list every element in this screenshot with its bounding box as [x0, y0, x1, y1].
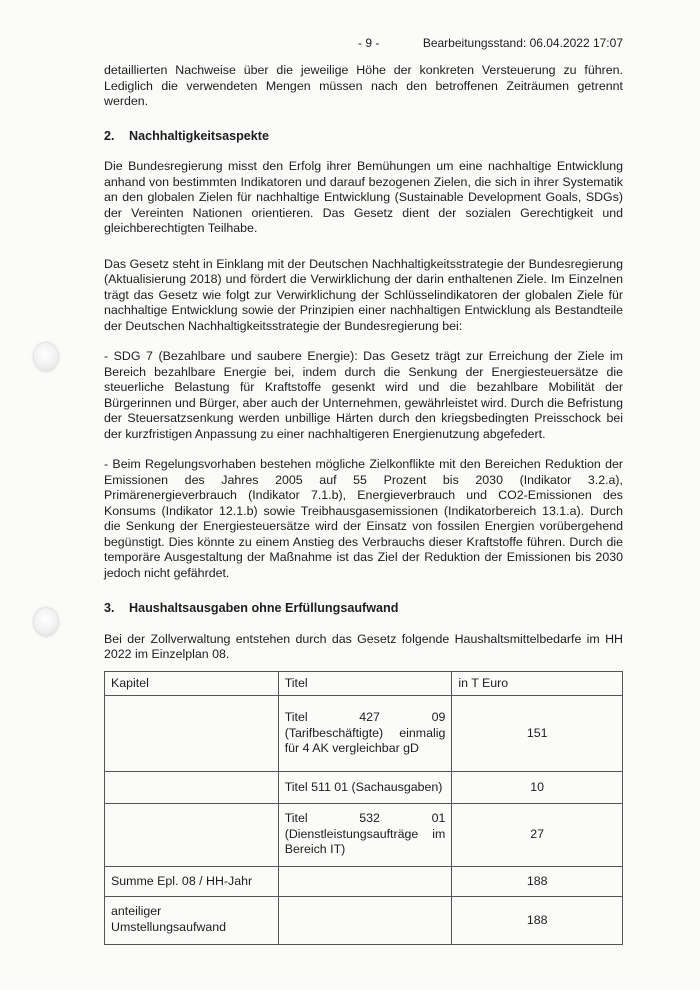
table-cell-titel: Titel 427 09 (Tarifbeschäftigte) einmalig für 4 AK vergleichbar gD	[278, 696, 452, 772]
table-cell-kapitel	[105, 804, 279, 867]
table-cell-kapitel	[105, 696, 279, 772]
table-cell-titel: Titel 511 01 (Sachausgaben)	[278, 771, 452, 804]
table-row	[105, 771, 623, 804]
table-cell-titel: Titel 532 01 (Dienstleistungsaufträge im Bereich IT)	[278, 804, 452, 867]
section-title: Nachhaltigkeitsaspekte	[129, 128, 269, 143]
table-header-cell: Kapitel	[105, 671, 279, 696]
table-header-cell: Titel	[278, 671, 452, 696]
paragraph: Bei der Zollverwaltung entstehen durch das Gesetz folgende Haushaltsmittelbedarfe im HH 2022 im Einzelplan 08.	[104, 631, 623, 661]
page-header	[103, 36, 623, 52]
page-number: - 9 -	[358, 36, 380, 50]
table-cell-amount: 151	[452, 696, 623, 772]
table-row	[105, 696, 623, 772]
paragraph: - SDG 7 (Bezahlbare und saubere Energie): Das Gesetz trägt zur Erreichung der Ziele im Bereich bezahlbare Energie bei, indem durch die Senkung der Energiesteuersätze die steuerliche Belastung für Kraftstoffe gesenkt wird und die bezahlbare Mobilität der Bürgerinnen und Bürger, aber auch der Unternehmen, gewährleistet wird. Durch die Befristung der Steuersatzsenkung werden unbillige Härten durch den kriegsbedingten Preisschock bei der kurzfristigen Anpassung zu einer nachhaltigeren Energienutzung abgefedert.	[104, 349, 623, 441]
table-row	[105, 804, 623, 867]
table-cell-amount: 188	[452, 866, 623, 897]
section-number: 3.	[104, 601, 115, 615]
paragraph: - Beim Regelungsvorhaben bestehen mögliche Zielkonflikte mit den Bereichen Reduktion der Emissionen des Jahres 2005 auf 55 Prozent bis 2030 (Indikator 3.2.a), Primärenergieverbrauch (Indikator 7.1.b), Energieverbrauch und CO2-Emissionen des Konsums (Indikator 12.1.b) sowie Treibhausgasemissionen (Indikatorbereich 13.1.a). Durch die Senkung der Energiesteuersätze wird der Einsatz von fossilen Energien vorübergehend begünstigt. Dies könnte zu einem Anstieg des Verbrauchs dieser Kraftstoffe führen. Durch die temporäre Ausgestaltung der Maßnahme ist das Ziel der Reduktion der Emissionen bis 2030 jedoch nicht gefährdet.	[104, 457, 623, 580]
section-heading-3	[104, 601, 623, 617]
budget-table	[104, 671, 623, 946]
table-header-cell: in T Euro	[452, 671, 623, 696]
table-cell-titel	[278, 866, 452, 897]
punch-hole-mark	[34, 343, 58, 371]
table-header-row	[105, 671, 623, 696]
revision-timestamp: Bearbeitungsstand: 06.04.2022 17:07	[422, 36, 623, 50]
punch-hole-mark	[34, 608, 58, 636]
section-number: 2.	[104, 128, 115, 143]
paragraph: Die Bundesregierung misst den Erfolg ihrer Bemühungen um eine nachhaltige Entwicklung anhand von bestimmten Indikatoren und darauf bezogenen Zielen, die sich in ihrer Systematik an den globalen Zielen für nachhaltige Entwicklung (Sustainable Development Goals, SDGs) der Vereinten Nationen orientieren. Das Gesetz dient der sozialen Gerechtigkeit und gleichberechtigten Teilhabe.	[104, 159, 623, 235]
section-heading-2	[104, 129, 623, 145]
section-title: Haushaltsausgaben ohne Erfüllungsaufwand	[129, 601, 399, 615]
table-cell-amount: 27	[452, 804, 623, 867]
page-content	[104, 63, 623, 945]
table-cell-amount: 188	[452, 897, 623, 945]
table-cell-kapitel	[105, 771, 279, 804]
table-cell-kapitel: Summe Epl. 08 / HH-Jahr	[105, 866, 279, 897]
paragraph-intro: detaillierten Nachweise über die jeweilige Höhe der konkreten Versteuerung zu führen. Lediglich die verwendeten Mengen müssen nach den betroffenen Zeiträumen getrennt werden.	[104, 63, 623, 108]
paragraph: Das Gesetz steht in Einklang mit der Deutschen Nachhaltigkeitsstrategie der Bundesregierung (Aktualisierung 2018) und fördert die Verwirklichung der darin enthaltenen Ziele. Im Einzelnen trägt das Gesetz wie folgt zur Verwirklichung der Schlüsselindikatoren der globalen Ziele für nachhaltige Entwicklung sowie der Prinzipien einer nachhaltigen Entwicklung als Bestandteile der Deutschen Nachhaltigkeitsstrategie der Bundesregierung bei:	[104, 256, 623, 333]
table-row	[105, 866, 623, 897]
table-cell-amount: 10	[452, 771, 623, 804]
table-cell-kapitel: anteiliger Umstellungsaufwand	[105, 897, 279, 945]
table-row	[105, 897, 623, 945]
table-cell-titel	[278, 897, 452, 945]
